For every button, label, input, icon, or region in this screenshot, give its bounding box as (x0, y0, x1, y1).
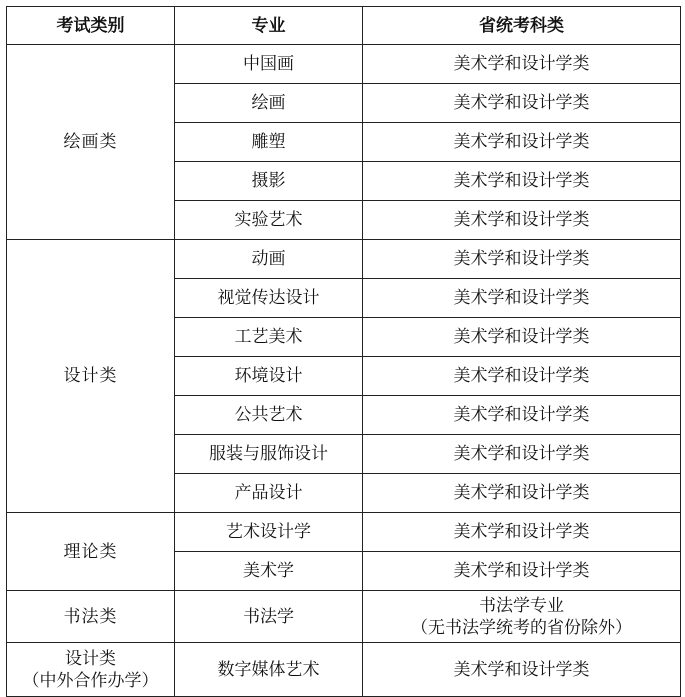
category-cell: 书法类 (7, 591, 175, 643)
exam-cell: 美术学和设计学类 (363, 357, 681, 396)
exam-cell: 美术学和设计学类 (363, 84, 681, 123)
header-row (7, 7, 681, 45)
category-cell: 理论类 (7, 513, 175, 591)
header-category: 考试类别 (7, 7, 175, 45)
category-cell: 绘画类 (7, 45, 175, 240)
exam-cell: 美术学和设计学类 (363, 435, 681, 474)
exam-cell-line2: （无书法学统考的省份除外） (411, 617, 632, 638)
table-row (7, 643, 681, 697)
category-cell (7, 643, 175, 697)
major-cell: 动画 (175, 240, 363, 279)
exam-cell: 美术学和设计学类 (363, 474, 681, 513)
exam-cell-line1: 书法学专业 (479, 595, 564, 616)
major-cell: 工艺美术 (175, 318, 363, 357)
major-cell: 视觉传达设计 (175, 279, 363, 318)
category-cell: 设计类 (7, 240, 175, 513)
table-row (7, 513, 681, 552)
exam-cell: 美术学和设计学类 (363, 318, 681, 357)
exam-cell: 美术学和设计学类 (363, 162, 681, 201)
header-major: 专业 (175, 7, 363, 45)
exam-cell: 美术学和设计学类 (363, 552, 681, 591)
major-cell: 服装与服饰设计 (175, 435, 363, 474)
table-row (7, 240, 681, 279)
major-cell: 雕塑 (175, 123, 363, 162)
major-cell: 公共艺术 (175, 396, 363, 435)
major-cell: 摄影 (175, 162, 363, 201)
major-cell: 绘画 (175, 84, 363, 123)
exam-cell: 美术学和设计学类 (363, 279, 681, 318)
header-exam-type: 省统考科类 (363, 7, 681, 45)
major-cell: 书法学 (175, 591, 363, 643)
exam-cell: 美术学和设计学类 (363, 513, 681, 552)
major-cell: 美术学 (175, 552, 363, 591)
major-cell: 艺术设计学 (175, 513, 363, 552)
exam-cell: 美术学和设计学类 (363, 643, 681, 697)
major-cell: 实验艺术 (175, 201, 363, 240)
major-cell: 数字媒体艺术 (175, 643, 363, 697)
exam-cell: 美术学和设计学类 (363, 396, 681, 435)
table-row (7, 45, 681, 84)
exam-cell: 美术学和设计学类 (363, 45, 681, 84)
category-cell-line1: 设计类 (65, 648, 116, 669)
exam-cell: 美术学和设计学类 (363, 201, 681, 240)
exam-cell: 美术学和设计学类 (363, 240, 681, 279)
exam-cell: 美术学和设计学类 (363, 123, 681, 162)
major-cell: 中国画 (175, 45, 363, 84)
table-row (7, 591, 681, 643)
exam-cell (363, 591, 681, 643)
major-cell: 环境设计 (175, 357, 363, 396)
major-cell: 产品设计 (175, 474, 363, 513)
category-cell-line2: （中外合作办学） (22, 670, 159, 691)
major-exam-table (6, 6, 681, 697)
